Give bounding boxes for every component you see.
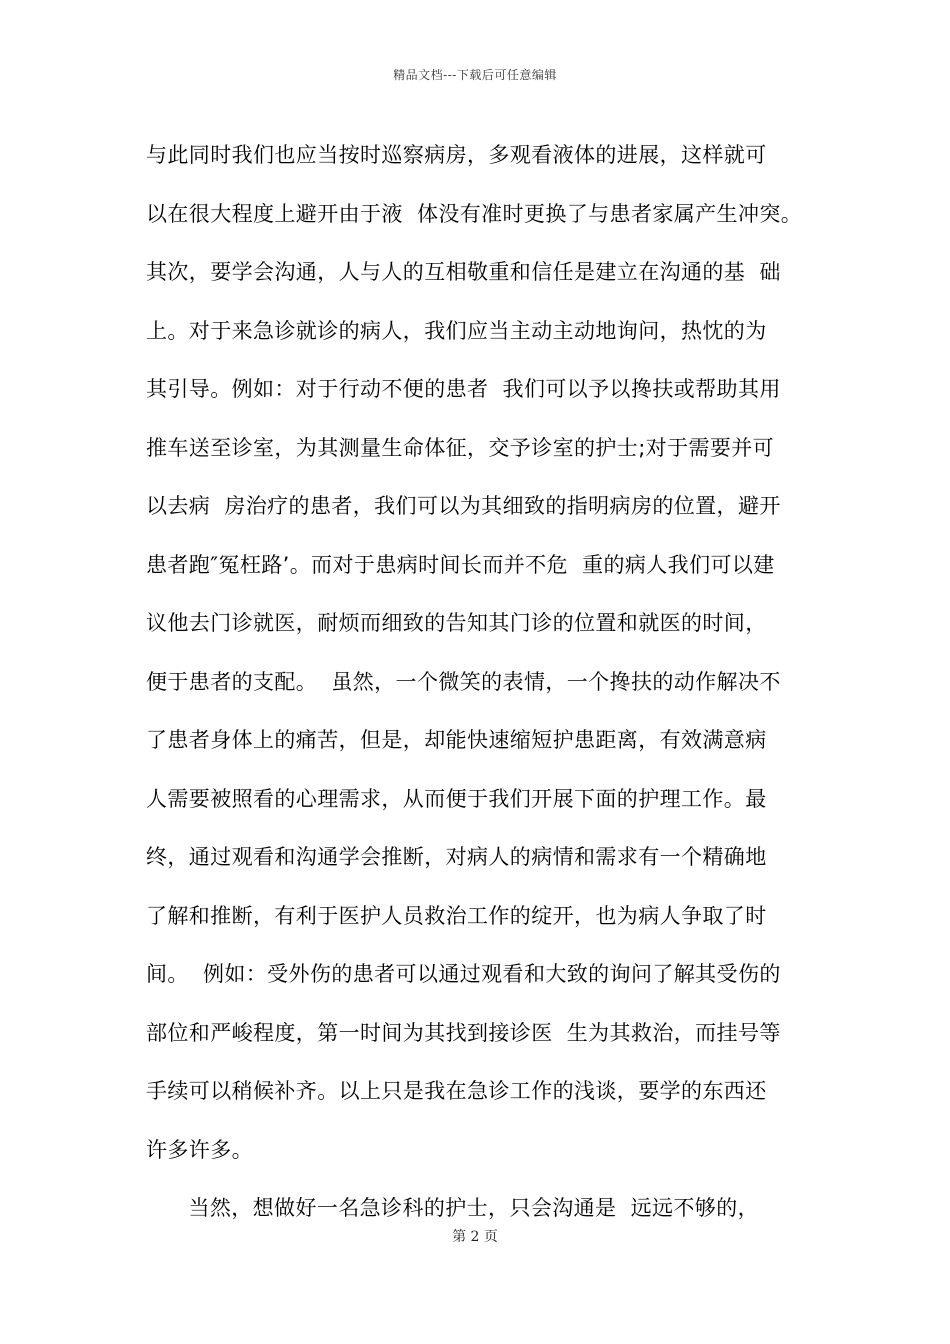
document-body [146, 126, 816, 1238]
text-line: 间。 例如：受外伤的患者可以通过观看和大致的询问了解其受伤的 [146, 962, 781, 986]
text-line: 手续可以稍候补齐。以上只是我在急诊工作的浅谈，要学的东西还 [146, 1079, 767, 1103]
text-line: 了患者身体上的痛苦，但是，却能快速缩短护患距离，有效满意病 [146, 728, 767, 752]
text-line: 议他去门诊就医，耐烦而细致的告知其门诊的位置和就医的时间， [146, 611, 767, 635]
text-line: 许多许多。 [146, 1137, 253, 1162]
text-line: 终，通过观看和沟通学会推断，对病人的病情和需求有一个精确地 [146, 845, 767, 869]
text-line: 患者跑″冤枉路’。而对于患病时间长而并不危 重的病人我们可以建 [146, 552, 775, 577]
text-line: 部位和严峻程度，第一时间为其找到接诊医 生为其救治，而挂号等 [146, 1020, 781, 1045]
page-number: 第 2 页 [452, 1229, 498, 1245]
text-line: 了解和推断，有利于医护人员救治工作的绽开，也为病人争取了时 [146, 903, 767, 928]
text-line: 其次，要学会沟通，人与人的互相敬重和信任是建立在沟通的基 础 [146, 260, 781, 284]
text-line: 其引导。例如：对于行动不便的患者 我们可以予以搀扶或帮助其用 [146, 377, 781, 401]
text-line: 以在很大程度上避开由于液 体没有准时更换了与患者家属产生冲突。 [146, 201, 803, 226]
text-line: 上。对于来急诊就诊的病人，我们应当主动主动地询问，热忱的为 [146, 318, 767, 343]
text-line: 以去病 房治疗的患者，我们可以为其细致的指明病房的位置，避开 [146, 494, 781, 518]
text-line: 与此同时我们也应当按时巡察病房，多观看液体的进展，这样就可 [146, 143, 767, 167]
text-line: 推车送至诊室，为其测量生命体征，交予诊室的护士;对于需要并可 [146, 435, 775, 460]
text-line: 人需要被照看的心理需求，从而便于我们开展下面的护理工作。最 [146, 786, 767, 811]
text-line: 当然，想做好一名急诊科的护士，只会沟通是 远远不够的， [146, 1196, 759, 1220]
text-line: 便于患者的支配。 虽然，一个微笑的表情，一个搀扶的动作解决不 [146, 669, 781, 694]
page-header: 精品文档---下载后可任意编辑 [393, 68, 557, 82]
